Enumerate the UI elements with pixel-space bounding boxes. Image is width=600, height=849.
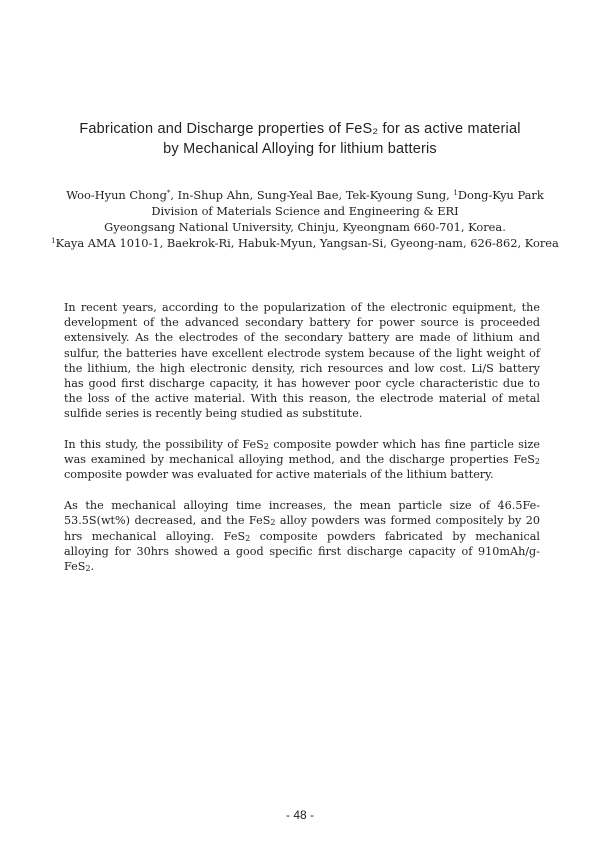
paragraph-2-text-b: composite powder which has fine particle size was examined by mechanical alloying method, and the discharge properties FeS: [64, 437, 540, 466]
subscript: 2: [270, 518, 276, 528]
paragraph-3-text-d: .: [90, 560, 95, 574]
affiliation-university: Gyeongsang National University, Chinju, Kyeongnam 660-701, Korea.: [104, 220, 506, 234]
paragraph-2-text-c: composite powder was evaluated for active materials of the lithium battery.: [64, 468, 494, 482]
author-names-middle: , In-Shup Ahn, Sung-Yeal Bae, Tek-Kyoung Sung,: [170, 188, 454, 202]
affiliation-company: Kaya AMA 1010-1, Baekrok-Ri, Habuk-Myun, Yangsan-Si, Gyeong-nam, 626-862, Korea: [55, 236, 559, 250]
subscript: 2: [534, 456, 540, 466]
subscript: 2: [245, 533, 251, 543]
affiliation-division: Division of Materials Science and Engineering & ERI: [151, 204, 459, 218]
page-number: - 48 -: [285, 808, 314, 822]
author-block: [40, 187, 570, 251]
subscript: 2: [85, 564, 91, 574]
affiliation-company-line: [40, 235, 570, 251]
title-line-1: Fabrication and Discharge properties of FeS₂ for as active material: [79, 121, 521, 137]
abstract-body: [64, 300, 540, 589]
author-name-first: Woo-Hyun Chong: [66, 188, 167, 202]
paragraph-3-text-c: composite powders fabricated by mechanical alloying for 30hrs showed a good specific first discharge capacity of 910mAh/g-FeS: [64, 529, 540, 574]
paragraph-3-text-a: As the mechanical alloying time increases, the mean particle size of 46.5Fe-53.5S(wt%) decreased, and the FeS: [64, 499, 540, 528]
author-name-last: Dong-Kyu Park: [457, 188, 544, 202]
paragraph-1: In recent years, according to the popularization of the electronic equipment, the development of the advanced secondary battery for power source is proceeded extensively. As the electrodes of the secondary battery are made of lithium and sulfur, the batteries have excellent electrode system because of the light weight of the lithium, the high electronic density, rich resources and low cost. Li/S battery has good first discharge capacity, it has however poor cycle characteristic due to the loss of the active material. With this reason, the electrode material of metal sulfide series is recently being studied as substitute.: [64, 301, 540, 421]
subscript: 2: [263, 441, 269, 451]
affiliation-mark-2: 1: [51, 237, 56, 245]
corresponding-mark: *: [166, 189, 171, 197]
paragraph-2: [64, 437, 540, 483]
paragraph-3-text-b: alloy powders was formed compositely by 20 hrs mechanical alloying. FeS: [64, 514, 541, 543]
paper-title: [40, 119, 560, 159]
author-names: [40, 187, 570, 203]
affiliation-mark-1: 1: [453, 189, 458, 197]
paragraph-2-text-a: In this study, the possibility of FeS: [64, 437, 264, 451]
title-line-2: by Mechanical Alloying for lithium batteris: [163, 141, 437, 157]
paragraph-3: [64, 498, 540, 574]
